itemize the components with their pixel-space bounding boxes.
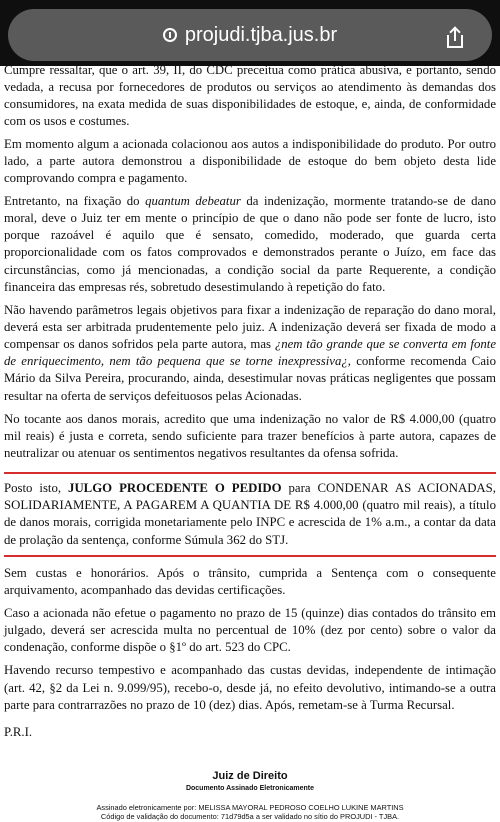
verdict-part-c: para CONDENAR AS ACIONADAS, SOLIDARIAMENTE, A PAGAREM A QUANTIA DE R$ 4.000,00 (quatro mil reais), a título de danos morais, corrigida monetariamente pelo INPC e acrescida de 1% a.m., a contar da data de prolação da sentença, conforme Súmula 362 do STJ. xyxy=(4,481,496,547)
paragraph-3-part-c: , conforme recomenda Caio Mário da Silva Pereira, procurando, ainda, desestimular novas práticas negligentes que possam resultar na oferta de serviços defeituosos pelas Acionadas. xyxy=(4,354,496,403)
share-icon[interactable] xyxy=(446,27,466,49)
paragraph-4: No tocante aos danos morais, acredito que uma indenização no valor de R$ 4.000,00 (quatro mil reais) é justa e correta, sendo suficiente para trazer benefícios à parte autora, capazes de neutralizar ou atenuar os sentimentos negativos resultantes da ofensa sofrida. xyxy=(4,411,496,460)
signature-title: Juiz de Direito xyxy=(212,769,288,782)
signature-subtitle: Documento Assinado Eletronicamente xyxy=(185,784,315,792)
signature-line-2: Código de validação do documento: 71d79d5a a ser validado no sítio do PROJUDI - TJBA. xyxy=(100,812,400,822)
paragraph-1: Em momento algum a acionada colacionou aos autos a indisponibilidade do produto. Por outro lado, a parte autora demonstrou a disponibilidade de estoque do bem objeto desta lide comprovando compra e pagamento. xyxy=(4,136,496,185)
paragraph-5: Sem custas e honorários. Após o trânsito, cumprida a Sentença com o consequente arquivamento, acompanhado das devidas certificações. xyxy=(4,565,496,597)
verdict-part-a: Posto isto, xyxy=(4,481,69,496)
address-bar[interactable] xyxy=(8,9,492,61)
signature-line-1: Assinado eletronicamente por: MELISSA MAYORAL PEDROSO COELHO LUKINE MARTINS xyxy=(96,803,404,813)
paragraph-2-part-c: da indenização, mormente tratando-se de dano moral, deve o Juiz ter em mente o princípio de que o dano não pode ser fonte de lucro, isto porque razoável é aquilo que é sensato, comedido, moderado, que guarda certa proporcionalidade com os fatos comprovados e demonstrados perante o Juízo, em face das circunstâncias, como já mencionadas, a condição social da parte Requerente, a condição financeira das empresas rés, sobretudo desestimulando à repetição do fato. xyxy=(4,193,497,294)
paragraph-2-part-a: Entretanto, na fixação do xyxy=(4,193,146,208)
paragraph-3-part-a: Não havendo parâmetros legais objetivos para fixar a indenização de reparação do dano moral, deverá esta ser arbitrada prudentemente pelo juiz. A indenização deverá ser fixada de modo a compensar os danos sofridos pela parte autora, mas xyxy=(4,302,496,352)
verdict-part-b: JULGO PROCEDENTE O PEDIDO xyxy=(68,481,282,496)
paragraph-7: Havendo recurso tempestivo e acompanhado das custas devidas, independente de intimação (art. 42, §2 da Lei n. 9.099/95), recebo-o, desde já, no efeito devolutivo, intimando-se a outra parte para contrarrazões no prazo de 10 (dez) dias. Após, remetam-se à Turma Recursal. xyxy=(4,663,496,712)
browser-toolbar xyxy=(0,0,500,66)
signature-block xyxy=(4,769,496,822)
verdict-box xyxy=(4,472,496,557)
paragraph-2-part-b: quantum debeatur xyxy=(145,193,241,208)
paragraph-2 xyxy=(4,193,496,296)
paragraph-3-part-b: ¿nem tão grande que se converta em fonte de enriquecimento, nem tão pequena que se torne inexpressiva¿ xyxy=(4,337,497,369)
paragraph-6: Caso a acionada não efetue o pagamento no prazo de 15 (quinze) dias contados do trânsito em julgado, deverá ser acrescida multa no percentual de 10% (dez por cento) sobre o valor da condenação, conforme dispõe o §1º do art. 523 do CPC. xyxy=(4,605,496,655)
document-page xyxy=(4,63,497,822)
paragraph-3 xyxy=(4,302,496,405)
lock-icon xyxy=(163,28,177,42)
verdict-paragraph xyxy=(4,480,496,549)
pri-text: P.R.I. xyxy=(4,724,33,739)
url-display[interactable] xyxy=(163,24,337,47)
paragraph-intro-cut: Cumpre ressaltar, que o art. 39, II, do CDC preceitua como prática abusiva, e portanto, sendo vedada, a recusa por fornecedores de produtos ou serviços ao atendimento às demandas dos consumidores, na exata medida de suas disponibilidades de estoque, e, ainda, de conformidade com os usos e costumes. xyxy=(4,63,496,128)
url-text: projudi.tjba.jus.br xyxy=(184,23,338,46)
